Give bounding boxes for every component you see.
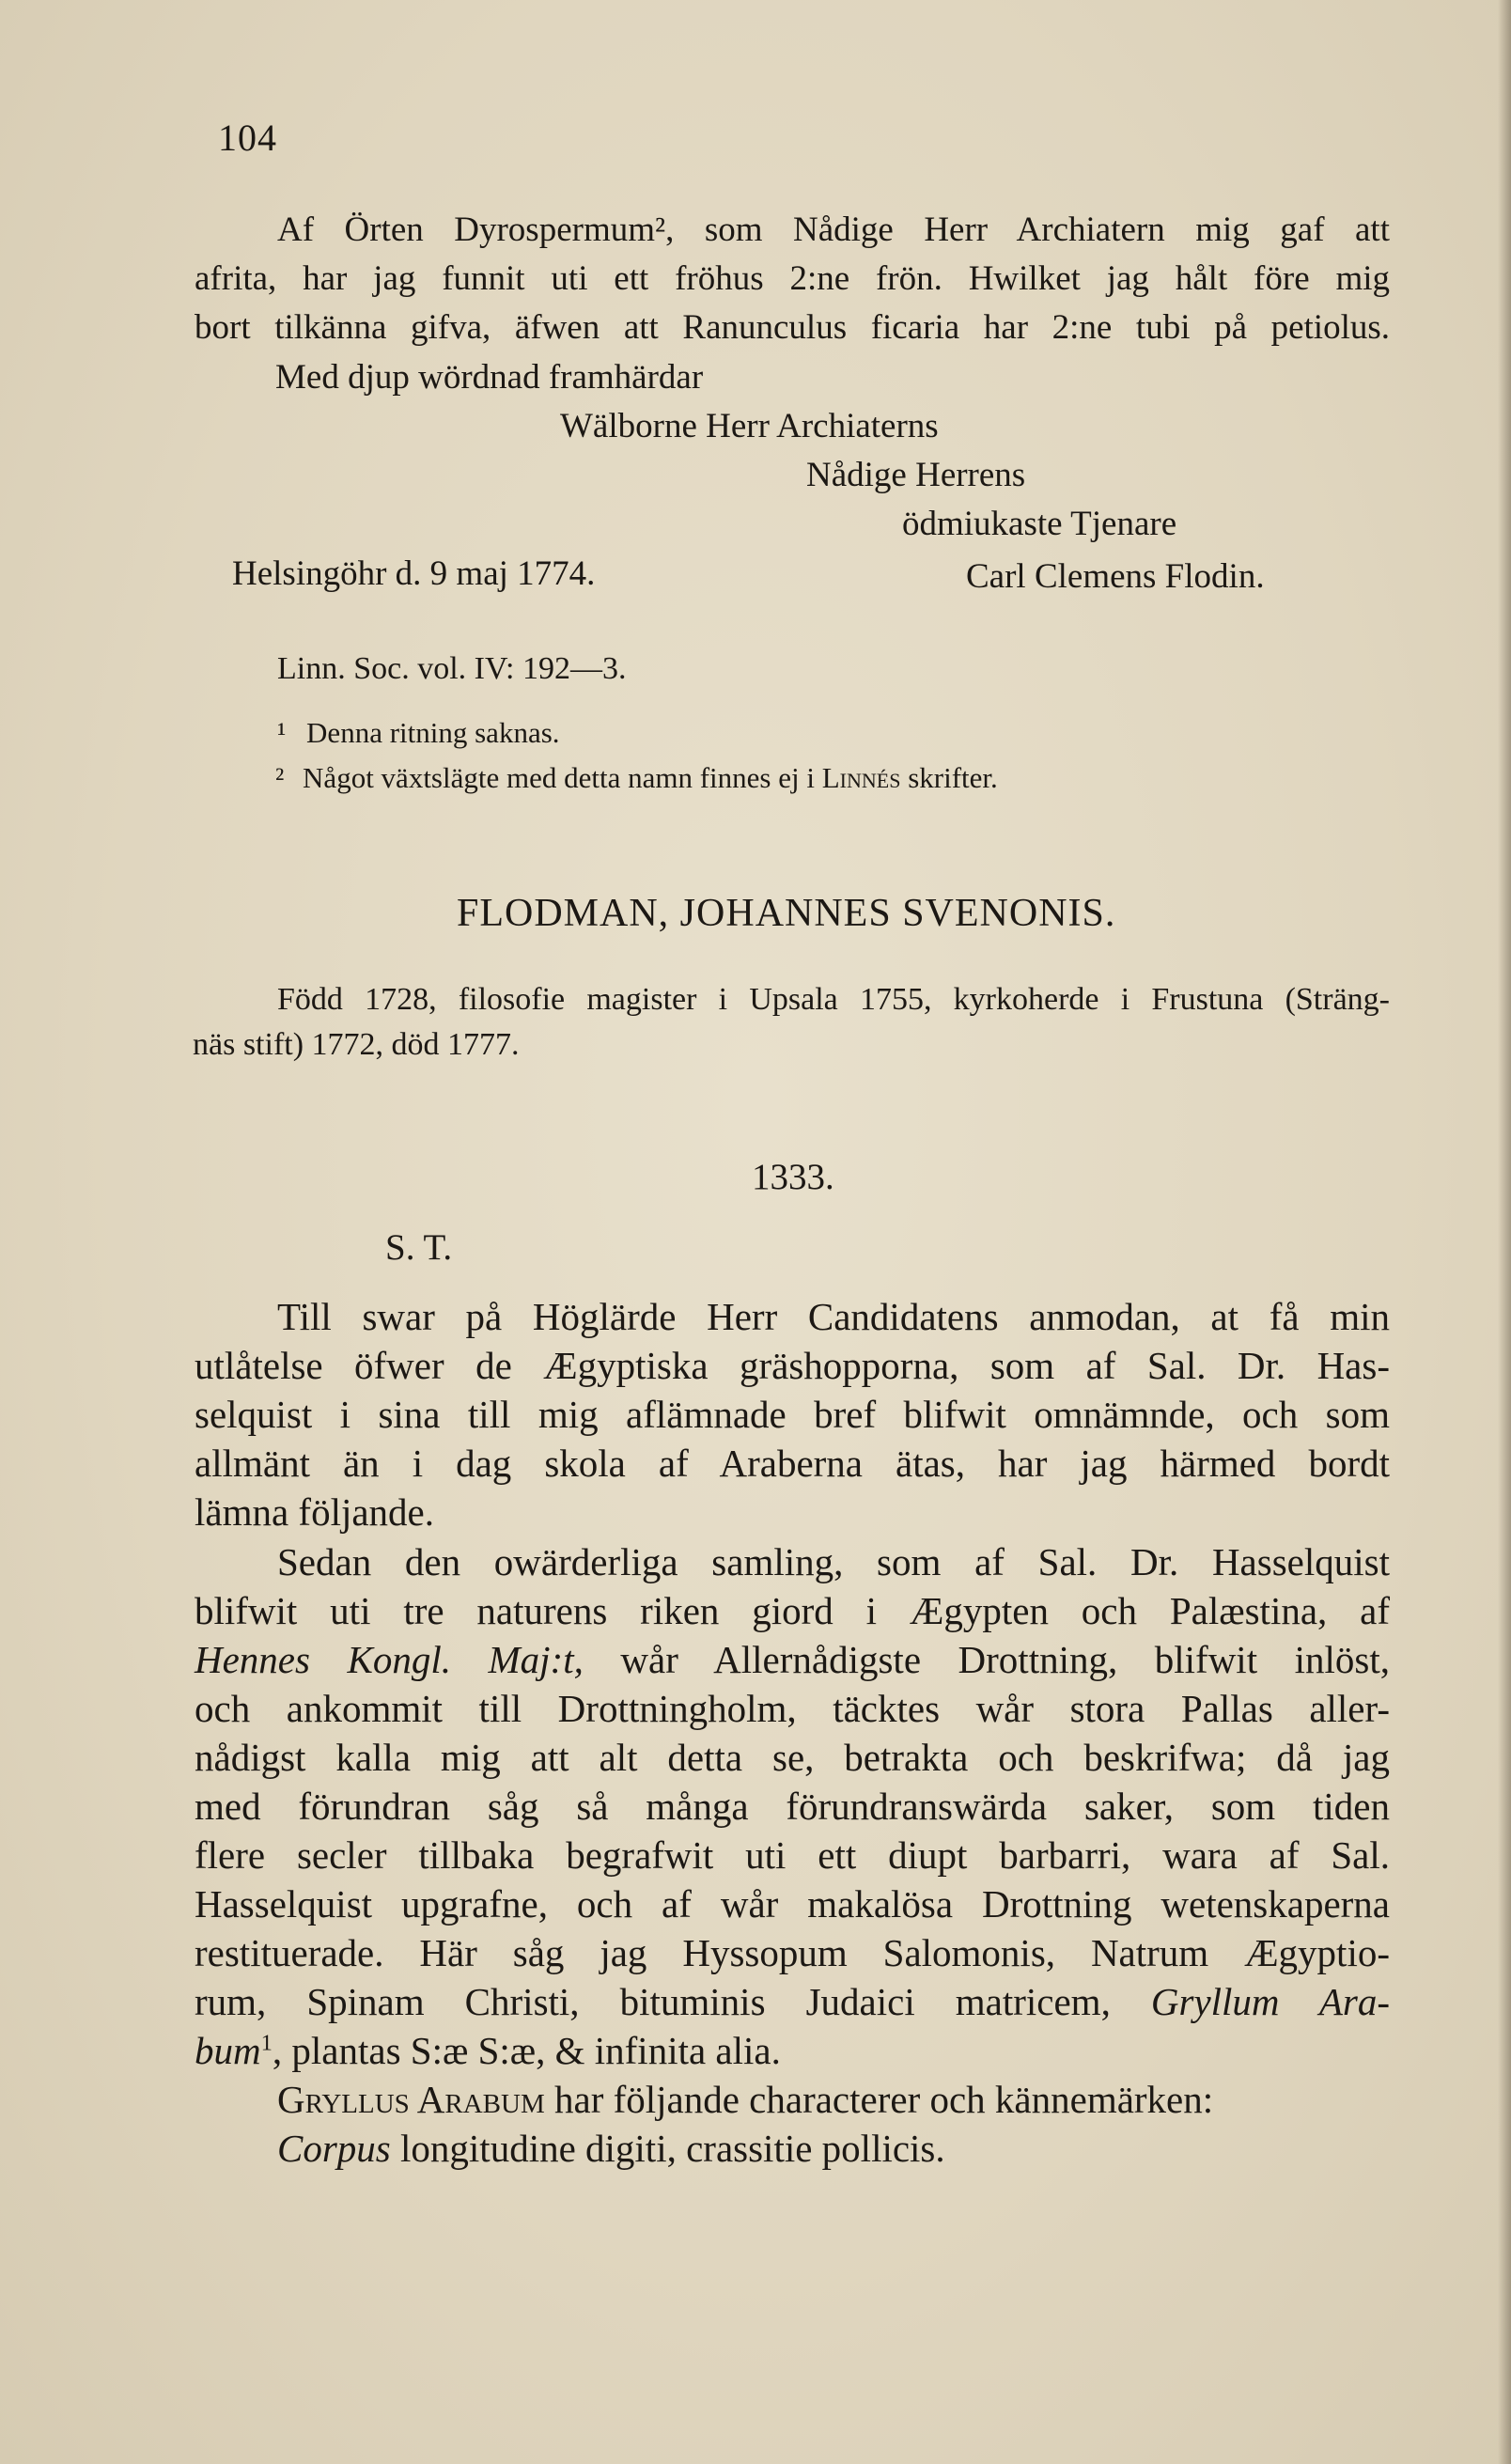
letter-salutation: S. T.	[385, 1227, 453, 1268]
body-line: allmänt än i dag skola af Araberna ätas, har jag härmed bordt	[195, 1442, 1390, 1485]
body-text: wår Allernådigste Drottning, blifwit inlöst,	[620, 1638, 1391, 1681]
body-text: rum, Spinam Christi, bituminis Judaici matricem,	[195, 1980, 1111, 2023]
source-reference: Linn. Soc. vol. IV: 192—3.	[277, 651, 627, 686]
body-text: har följande characterer och kännemärken:	[554, 2078, 1214, 2121]
body-line: lämna följande.	[195, 1490, 435, 1534]
body-line: selquist i sina till mig aflämnade bref blifwit omnämnde, och som	[195, 1393, 1390, 1436]
body-line: restituerade. Här såg jag Hyssopum Salomonis, Natrum Ægyptio-	[195, 1931, 1390, 1974]
body-smallcaps: Gryllus Arabum	[277, 2078, 545, 2121]
letter-salutation-2: Nådige Herrens	[806, 456, 1026, 494]
body-line	[195, 1977, 1390, 2026]
body-italic: bum	[195, 2029, 261, 2072]
footnote-text: Denna ritning saknas.	[306, 716, 560, 749]
section-heading: FLODMAN, JOHANNES SVENONIS.	[457, 892, 1116, 935]
body-line: nådigst kalla mig att alt detta se, betrakta och beskrifwa; då jag	[195, 1736, 1390, 1779]
bio-line-1: Född 1728, filosofie magister i Upsala 1755, kyrkoherde i Frustuna (Sträng-	[277, 982, 1390, 1017]
page-edge-shadow	[1498, 0, 1511, 2464]
letter-closing: Med djup wördnad framhärdar	[275, 358, 704, 397]
body-italic: Hennes Kongl. Maj:t,	[195, 1638, 584, 1681]
body-italic: Corpus	[277, 2127, 391, 2170]
body-line: utlåtelse öfwer de Ægyptiska gräshopporna, som af Sal. Dr. Has-	[195, 1344, 1390, 1387]
page-number: 104	[218, 117, 277, 159]
body-line: och ankommit till Drottningholm, täcktes wår stora Pallas aller-	[195, 1687, 1390, 1730]
body-italic: Gryllum Ara-	[1150, 1980, 1391, 2023]
body-text: , plantas S:æ S:æ, & infinita alia.	[272, 2029, 781, 2072]
body-line	[195, 2026, 781, 2075]
footnote-1	[277, 712, 560, 754]
body-line	[277, 2124, 945, 2173]
letter-signature: Carl Clemens Flodin.	[966, 557, 1265, 596]
body-line: blifwit uti tre naturens riken giord i Ægypten och Palæstina, af	[195, 1589, 1390, 1632]
body-line: Till swar på Höglärde Herr Candidatens anmodan, at få min	[277, 1295, 1390, 1338]
footnote-name: Linnés	[821, 761, 901, 794]
body-line: flere secler tillbaka begrafwit uti ett diupt barbarri, wara af Sal.	[195, 1833, 1390, 1877]
bio-line-2: näs stift) 1772, död 1777.	[193, 1027, 520, 1062]
letter-line-2: afrita, har jag funnit uti ett fröhus 2:ne frön. Hwilket jag hålt före mig	[195, 259, 1390, 298]
footnote-text-end: skrifter.	[908, 761, 998, 794]
body-line	[195, 1635, 1390, 1684]
letter-line-1: Af Örten Dyrospermum², som Nådige Herr Archiatern mig gaf att	[277, 211, 1390, 249]
letter-line-3: bort tilkänna gifva, äfwen att Ranunculus ficaria har 2:ne tubi på petiolus.	[195, 308, 1390, 347]
body-line: Hasselquist upgrafne, och af wår makalösa Drottning wetenskaperna	[195, 1882, 1390, 1926]
letter-number: 1333.	[752, 1157, 834, 1197]
body-line: Sedan den owärderliga samling, som af Sal. Dr. Hasselquist	[277, 1540, 1390, 1583]
footnote-text: Något växtslägte med detta namn finnes ej i	[303, 761, 815, 794]
footnote-marker: ¹	[277, 716, 287, 749]
letter-salutation-3: ödmiukaste Tjenare	[902, 505, 1177, 543]
footnote-2	[275, 757, 998, 799]
footnote-marker: ²	[275, 761, 285, 794]
footnote-ref: 1	[260, 2030, 273, 2056]
letter-place-date: Helsingöhr d. 9 maj 1774.	[232, 554, 596, 593]
letter-salutation-1: Wälborne Herr Archiaterns	[560, 407, 939, 445]
body-line	[277, 2075, 1213, 2124]
body-text: longitudine digiti, crassitie pollicis.	[400, 2127, 945, 2170]
body-line: med förundran såg så många förundranswärda saker, som tiden	[195, 1785, 1390, 1828]
